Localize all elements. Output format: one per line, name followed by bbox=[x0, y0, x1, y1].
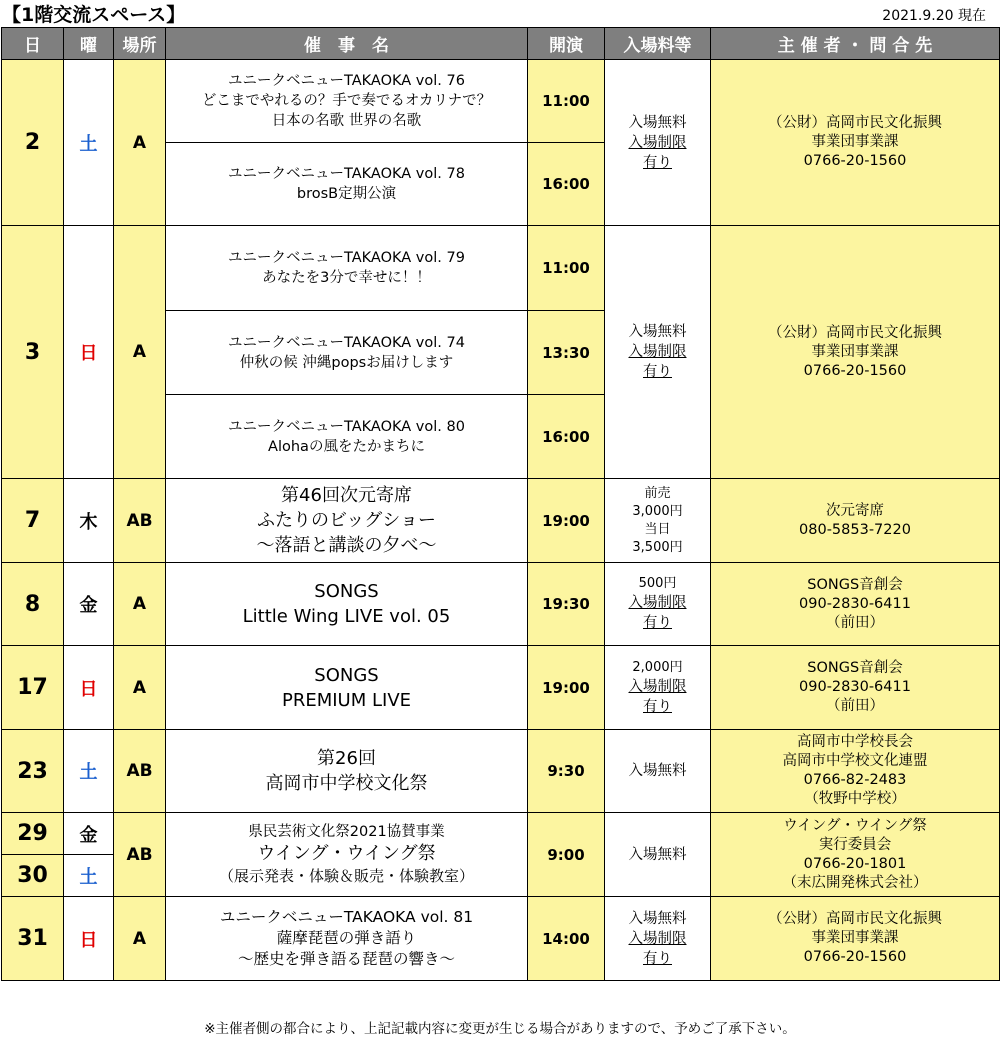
fee-line: 有り bbox=[643, 950, 672, 967]
event-line: （展示発表・体験＆販売・体験教室） bbox=[218, 867, 474, 885]
event-cell bbox=[166, 730, 528, 813]
time-cell: 11:00 bbox=[528, 226, 605, 311]
organizer-line: 高岡市中学校文化連盟 bbox=[782, 753, 928, 769]
fee-line: 入場制限 bbox=[628, 678, 687, 695]
organizer-cell bbox=[711, 226, 1000, 479]
organizer-line: ウイング・ウイング祭 bbox=[783, 817, 927, 834]
fee-cell bbox=[605, 226, 711, 479]
weekday-cell: 金 bbox=[64, 563, 114, 646]
organizer-line: 0766-20-1560 bbox=[803, 362, 907, 379]
venue-cell: AB bbox=[114, 730, 166, 813]
organizer-line: 次元寄席 bbox=[826, 502, 884, 519]
organizer-line: 事業団事業課 bbox=[811, 343, 899, 360]
as-of-date: 2021.9.20 現在 bbox=[882, 8, 986, 24]
time-cell: 19:00 bbox=[528, 479, 605, 563]
event-cell bbox=[166, 646, 528, 730]
organizer-line: SONGS音創会 bbox=[807, 660, 903, 676]
event-line: 日本の名歌 世界の名歌 bbox=[271, 113, 422, 129]
day-cell: 8 bbox=[2, 563, 64, 646]
event-cell bbox=[166, 813, 528, 897]
event-line: 高岡市中学校文化祭 bbox=[265, 773, 428, 794]
organizer-cell bbox=[711, 646, 1000, 730]
fee-line: 入場無料 bbox=[628, 324, 687, 340]
event-line: あなたを3分で幸せに！！ bbox=[262, 270, 431, 286]
fee-cell bbox=[605, 479, 711, 563]
event-line: 県民芸術文化祭2021協賛事業 bbox=[248, 824, 445, 840]
event-cell bbox=[166, 479, 528, 563]
event-line: ユニークベニューTAKAOKA vol. 78 bbox=[228, 166, 465, 182]
organizer-line: （公財）高岡市民文化振興 bbox=[768, 115, 942, 131]
col-header-event: 催 事 名 bbox=[166, 28, 528, 60]
venue-cell: A bbox=[114, 563, 166, 646]
organizer-cell bbox=[711, 479, 1000, 563]
venue-cell: AB bbox=[114, 479, 166, 563]
table-row bbox=[2, 563, 1000, 646]
day-cell: 29 bbox=[2, 813, 64, 855]
fee-line: 3,000円 bbox=[632, 503, 683, 519]
time-cell: 19:30 bbox=[528, 563, 605, 646]
organizer-cell bbox=[711, 897, 1000, 981]
organizer-line: 0766-20-1560 bbox=[803, 949, 907, 965]
fee-line: 入場制限 bbox=[628, 595, 687, 611]
table-row bbox=[2, 730, 1000, 813]
event-schedule-table bbox=[1, 27, 1000, 981]
table-row bbox=[2, 813, 1000, 855]
organizer-cell bbox=[711, 563, 1000, 646]
event-line: SONGS bbox=[314, 664, 379, 686]
event-cell bbox=[166, 897, 528, 981]
organizer-line: 実行委員会 bbox=[818, 836, 892, 853]
weekday-cell: 日 bbox=[64, 897, 114, 981]
event-line: brosB定期公演 bbox=[296, 186, 397, 202]
organizer-cell bbox=[711, 730, 1000, 813]
weekday-cell: 日 bbox=[64, 646, 114, 730]
col-header-organizer: 主 催 者 ・ 問 合 先 bbox=[711, 28, 1000, 60]
fee-line: 入場制限 bbox=[628, 134, 687, 151]
event-cell bbox=[166, 395, 528, 479]
event-line: ユニークベニューTAKAOKA vol. 76 bbox=[228, 73, 465, 89]
event-line: SONGS bbox=[314, 581, 379, 602]
time-cell: 16:00 bbox=[528, 395, 605, 479]
organizer-line: 0766-20-1560 bbox=[803, 153, 907, 169]
time-cell: 9:30 bbox=[528, 730, 605, 813]
table-row bbox=[2, 897, 1000, 981]
fee-line: 入場無料 bbox=[628, 846, 687, 863]
weekday-cell: 土 bbox=[64, 730, 114, 813]
organizer-line: 090-2830-6411 bbox=[799, 595, 911, 612]
event-cell bbox=[166, 563, 528, 646]
event-cell bbox=[166, 143, 528, 226]
organizer-line: 080-5853-7220 bbox=[799, 521, 911, 538]
day-cell: 31 bbox=[2, 897, 64, 981]
time-cell: 19:00 bbox=[528, 646, 605, 730]
event-line: 第26回 bbox=[317, 748, 376, 769]
day-cell: 17 bbox=[2, 646, 64, 730]
day-cell: 3 bbox=[2, 226, 64, 479]
fee-line: 当日 bbox=[644, 521, 671, 537]
col-header-venue: 場所 bbox=[114, 28, 166, 60]
table-row bbox=[2, 479, 1000, 563]
fee-line: 入場無料 bbox=[628, 763, 687, 779]
organizer-line: 高岡市中学校長会 bbox=[797, 734, 913, 750]
col-header-fee: 入場料等 bbox=[605, 28, 711, 60]
fee-cell bbox=[605, 563, 711, 646]
fee-cell bbox=[605, 897, 711, 981]
time-cell: 11:00 bbox=[528, 60, 605, 143]
event-line: ～落語と講談の夕べ～ bbox=[256, 535, 437, 556]
organizer-line: 事業団事業課 bbox=[811, 134, 899, 150]
organizer-line: （牧野中学校） bbox=[804, 791, 906, 807]
event-line: ユニークベニューTAKAOKA vol. 80 bbox=[228, 418, 465, 435]
day-cell: 2 bbox=[2, 60, 64, 226]
organizer-line: 090-2830-6411 bbox=[799, 679, 911, 695]
event-line: Alohaの風をたかまちに bbox=[268, 438, 425, 455]
fee-line: 有り bbox=[643, 698, 672, 715]
table-header-row bbox=[2, 28, 1000, 60]
weekday-cell: 日 bbox=[64, 226, 114, 479]
fee-cell bbox=[605, 60, 711, 226]
fee-line: 入場制限 bbox=[628, 930, 687, 947]
fee-cell bbox=[605, 813, 711, 897]
fee-line: 3,500円 bbox=[632, 539, 683, 555]
organizer-line: （公財）高岡市民文化振興 bbox=[768, 911, 942, 927]
event-cell bbox=[166, 60, 528, 143]
event-line: ～歴史を弾き語る琵琶の響き～ bbox=[237, 950, 455, 968]
fee-line: 2,000円 bbox=[632, 659, 683, 675]
col-header-day: 日 bbox=[2, 28, 64, 60]
event-cell bbox=[166, 226, 528, 311]
table-row bbox=[2, 646, 1000, 730]
section-title: 【1階交流スペース】 bbox=[2, 4, 186, 26]
footer-note: ※主催者側の都合により、上記記載内容に変更が生じる場合がありますので、予めご了承下さい。 bbox=[204, 1021, 796, 1037]
organizer-cell bbox=[711, 813, 1000, 897]
event-line: ウイング・ウイング祭 bbox=[257, 843, 436, 864]
day-cell: 23 bbox=[2, 730, 64, 813]
organizer-line: （前田） bbox=[826, 614, 884, 631]
time-cell: 9:00 bbox=[528, 813, 605, 897]
venue-cell: A bbox=[114, 226, 166, 479]
weekday-cell: 土 bbox=[64, 60, 114, 226]
weekday-cell: 土 bbox=[64, 855, 114, 897]
organizer-line: 事業団事業課 bbox=[811, 930, 899, 946]
time-cell: 13:30 bbox=[528, 311, 605, 395]
fee-line: 入場無料 bbox=[628, 114, 687, 131]
venue-cell: A bbox=[114, 646, 166, 730]
fee-line: 入場制限 bbox=[628, 344, 687, 360]
table-row bbox=[2, 60, 1000, 143]
day-cell: 7 bbox=[2, 479, 64, 563]
event-line: PREMIUM LIVE bbox=[281, 689, 412, 711]
organizer-line: 0766-82-2483 bbox=[803, 772, 907, 788]
event-line: ユニークベニューTAKAOKA vol. 74 bbox=[228, 334, 465, 351]
fee-line: 有り bbox=[643, 364, 672, 380]
fee-line: 有り bbox=[643, 154, 672, 171]
fee-line: 入場無料 bbox=[628, 910, 687, 927]
event-cell bbox=[166, 311, 528, 395]
organizer-line: 0766-20-1801 bbox=[803, 855, 907, 872]
event-line: どこまでやれるの？手で奏でるオカリナで？ bbox=[201, 93, 492, 109]
event-line: 薩摩琵琶の弾き語り bbox=[276, 929, 417, 947]
weekday-cell: 木 bbox=[64, 479, 114, 563]
time-cell: 16:00 bbox=[528, 143, 605, 226]
fee-line: 500円 bbox=[638, 576, 677, 591]
event-line: ユニークベニューTAKAOKA vol. 79 bbox=[228, 250, 465, 266]
venue-cell: A bbox=[114, 897, 166, 981]
day-cell: 30 bbox=[2, 855, 64, 897]
fee-line: 有り bbox=[643, 615, 672, 631]
fee-cell bbox=[605, 646, 711, 730]
time-cell: 14:00 bbox=[528, 897, 605, 981]
event-line: Little Wing LIVE vol. 05 bbox=[242, 606, 451, 627]
col-header-time: 開演 bbox=[528, 28, 605, 60]
organizer-cell bbox=[711, 60, 1000, 226]
organizer-line: （末広開発株式会社） bbox=[782, 874, 928, 891]
organizer-line: （公財）高岡市民文化振興 bbox=[768, 324, 942, 341]
event-line: ふたりのビッグショー bbox=[257, 510, 436, 531]
fee-cell bbox=[605, 730, 711, 813]
event-line: 第46回次元寄席 bbox=[281, 485, 412, 506]
venue-cell: A bbox=[114, 60, 166, 226]
event-line: 仲秋の候 沖縄popsお届けします bbox=[239, 354, 454, 371]
event-line: ユニークベニューTAKAOKA vol. 81 bbox=[219, 908, 474, 926]
table-row bbox=[2, 226, 1000, 311]
weekday-cell: 金 bbox=[64, 813, 114, 855]
col-header-weekday: 曜 bbox=[64, 28, 114, 60]
organizer-line: SONGS音創会 bbox=[807, 576, 903, 593]
venue-cell: AB bbox=[114, 813, 166, 897]
fee-line: 前売 bbox=[644, 485, 671, 501]
organizer-line: （前田） bbox=[826, 698, 884, 714]
